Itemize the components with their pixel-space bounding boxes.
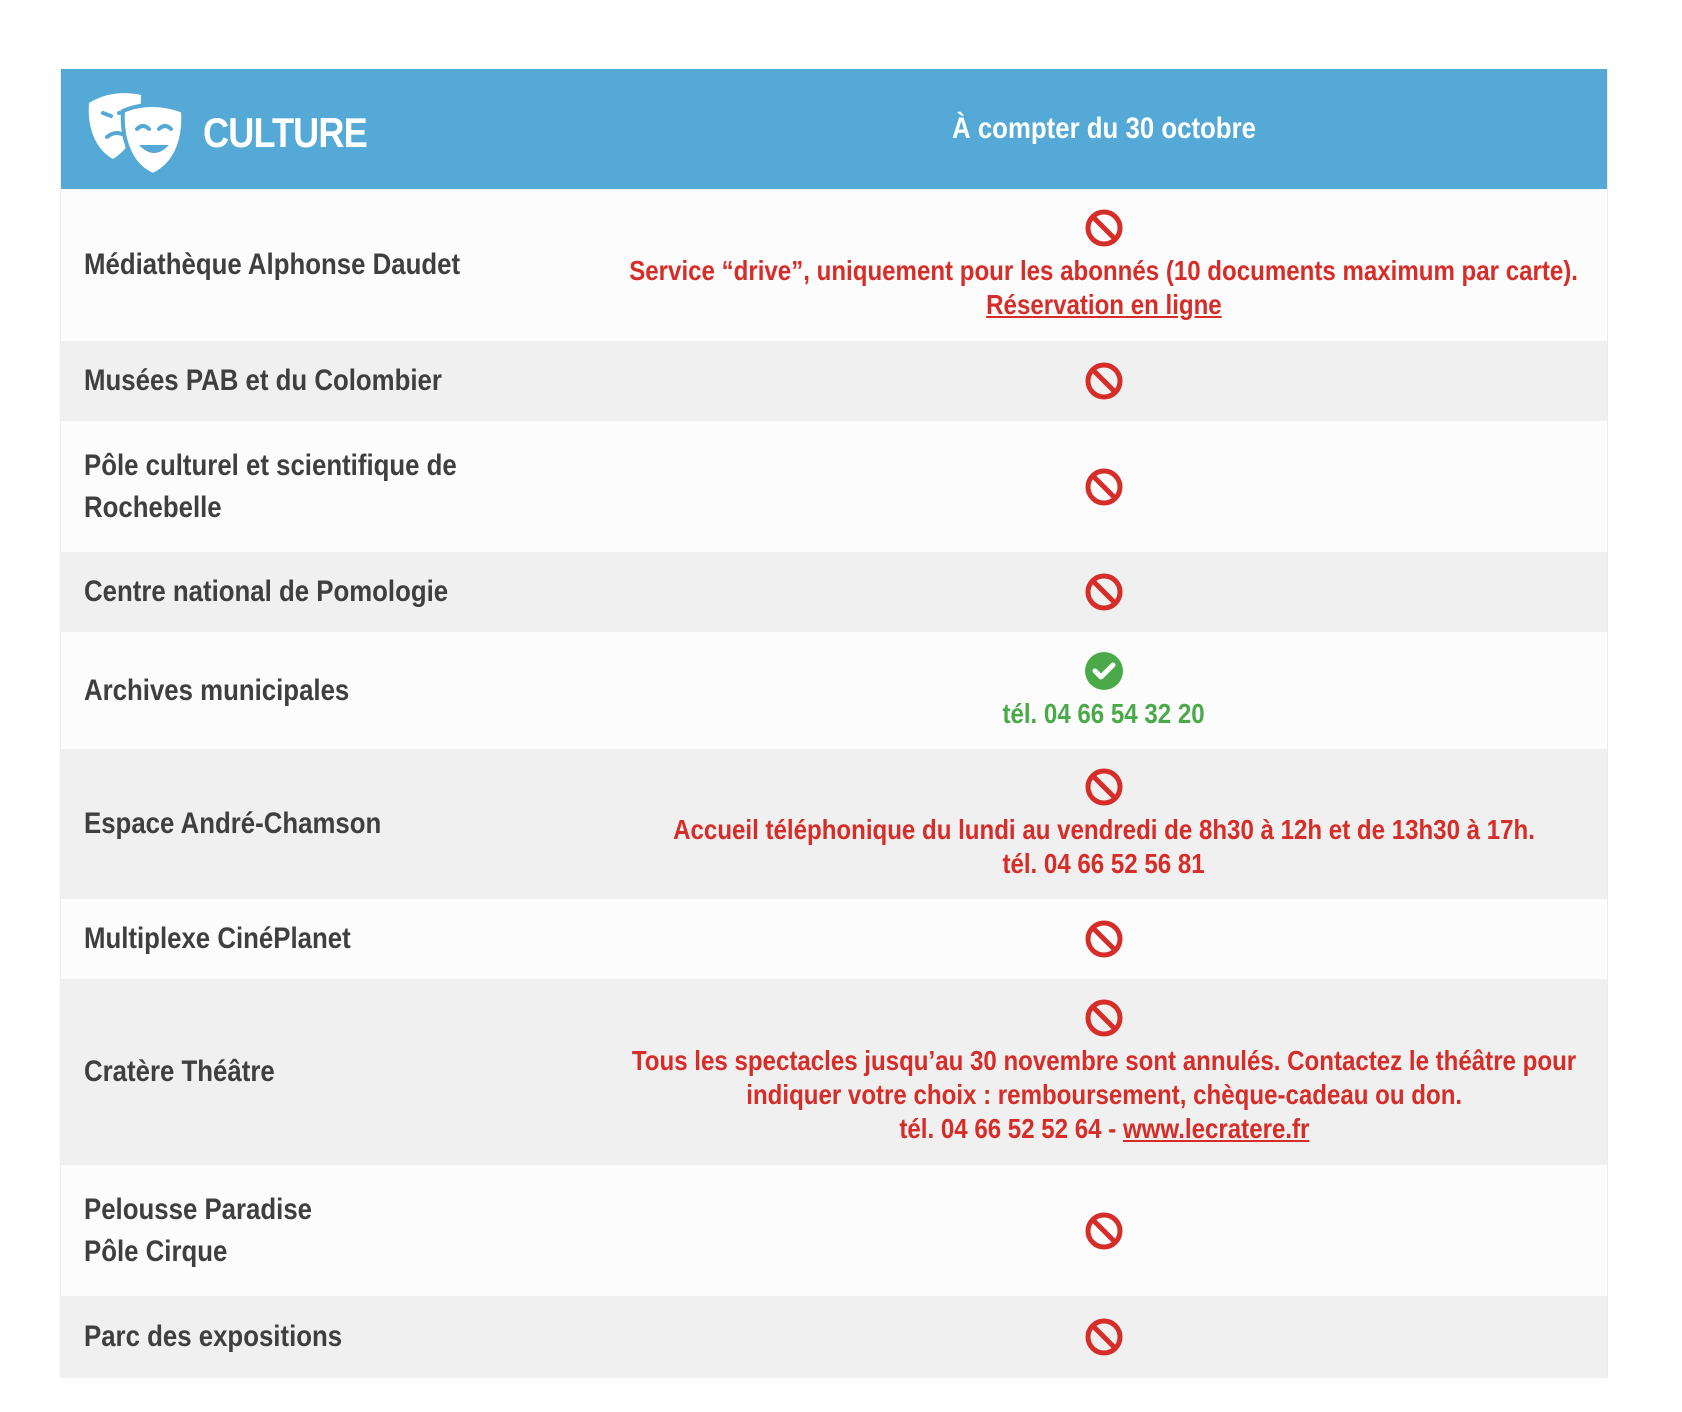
venue-name (61, 1316, 701, 1358)
venue-name (61, 571, 701, 613)
status-note-text: tél. 04 66 54 32 20 (1002, 697, 1206, 729)
table-row (61, 979, 1607, 1165)
venue-name (61, 803, 701, 845)
status-note (899, 1112, 1309, 1146)
table-row (61, 341, 1607, 421)
status-cell (701, 919, 1507, 959)
status-note (673, 813, 1535, 847)
venue-name-line: Archives municipales (84, 673, 350, 707)
status-note (1003, 847, 1205, 881)
status-note-text: tél. 04 66 52 52 64 - (898, 1113, 1123, 1144)
venue-name-line: Centre national de Pomologie (84, 575, 449, 608)
page-title: CULTURE (203, 109, 367, 156)
venue-name-line: Pelousse Paradise (84, 1192, 313, 1226)
check-circle-icon (1084, 651, 1124, 691)
venue-name-line: Pôle Cirque (84, 1234, 228, 1268)
status-cell (701, 361, 1507, 401)
status-note (746, 1078, 1462, 1112)
status-note-text: tél. 04 66 52 56 81 (1002, 848, 1206, 879)
prohibited-icon (1084, 208, 1124, 248)
status-note (632, 1044, 1576, 1078)
status-note (630, 254, 1579, 288)
status-cell (701, 1211, 1507, 1251)
prohibited-icon (1084, 467, 1124, 507)
status-note-text: Tous les spectacles jusqu’au 30 novembre sont annulés. Contactez le théâtre pour (631, 1045, 1577, 1076)
table-body (61, 189, 1607, 1378)
status-note-text: Service “drive”, uniquement pour les abonnés (10 documents maximum par carte). (629, 255, 1579, 286)
status-cell (673, 767, 1535, 881)
status-note (986, 288, 1222, 322)
status-note-link[interactable]: www.lecratere.fr (1122, 1113, 1310, 1144)
table-row (61, 749, 1607, 899)
status-note (1003, 697, 1205, 731)
theater-masks-icon (83, 89, 187, 177)
prohibited-icon (1084, 1211, 1124, 1251)
header-brand (83, 89, 394, 177)
status-cell (629, 208, 1579, 322)
table-row (61, 899, 1607, 979)
venue-name-line: Médiathèque Alphonse Daudet (84, 248, 461, 281)
venue-name (61, 360, 701, 402)
venue-name-line: Multiplexe CinéPlanet (84, 922, 351, 955)
venue-name (61, 244, 701, 286)
venue-name-line: Cratère Théâtre (84, 1055, 275, 1088)
prohibited-icon (1084, 767, 1124, 807)
culture-table (60, 69, 1608, 1378)
prohibited-icon (1084, 998, 1124, 1038)
venue-name-line: Rochebelle (84, 490, 222, 524)
status-cell (701, 651, 1507, 731)
prohibited-icon (1084, 361, 1124, 401)
table-header (61, 69, 1607, 189)
prohibited-icon (1084, 1317, 1124, 1357)
prohibited-icon (1084, 919, 1124, 959)
table-row (61, 1296, 1607, 1378)
status-note-text: Accueil téléphonique du lundi au vendredi de 8h30 à 12h et de 13h30 à 17h. (673, 814, 1535, 845)
table-row (61, 1165, 1607, 1296)
venue-name-line: Pôle culturel et scientifique de (84, 448, 457, 482)
column-title: À compter du 30 octobre (952, 112, 1256, 145)
table-row (61, 189, 1607, 341)
status-note-text: indiquer votre choix : remboursement, chèque-cadeau ou don. (746, 1079, 1462, 1110)
venue-name-line: Parc des expositions (84, 1320, 343, 1353)
prohibited-icon (1084, 572, 1124, 612)
table-row (61, 421, 1607, 552)
status-cell (701, 572, 1507, 612)
venue-name (61, 445, 701, 529)
table-row (61, 552, 1607, 632)
status-note-link[interactable]: Réservation en ligne (986, 289, 1222, 320)
venue-name (61, 1189, 701, 1273)
venue-name (61, 918, 701, 960)
status-cell (701, 467, 1507, 507)
venue-name-line: Espace André-Chamson (84, 807, 382, 840)
table-row (61, 632, 1607, 749)
venue-name-line: Musées PAB et du Colombier (84, 364, 442, 397)
status-cell (631, 998, 1577, 1146)
venue-name (61, 1051, 701, 1093)
status-cell (701, 1317, 1507, 1357)
venue-name (61, 670, 701, 712)
